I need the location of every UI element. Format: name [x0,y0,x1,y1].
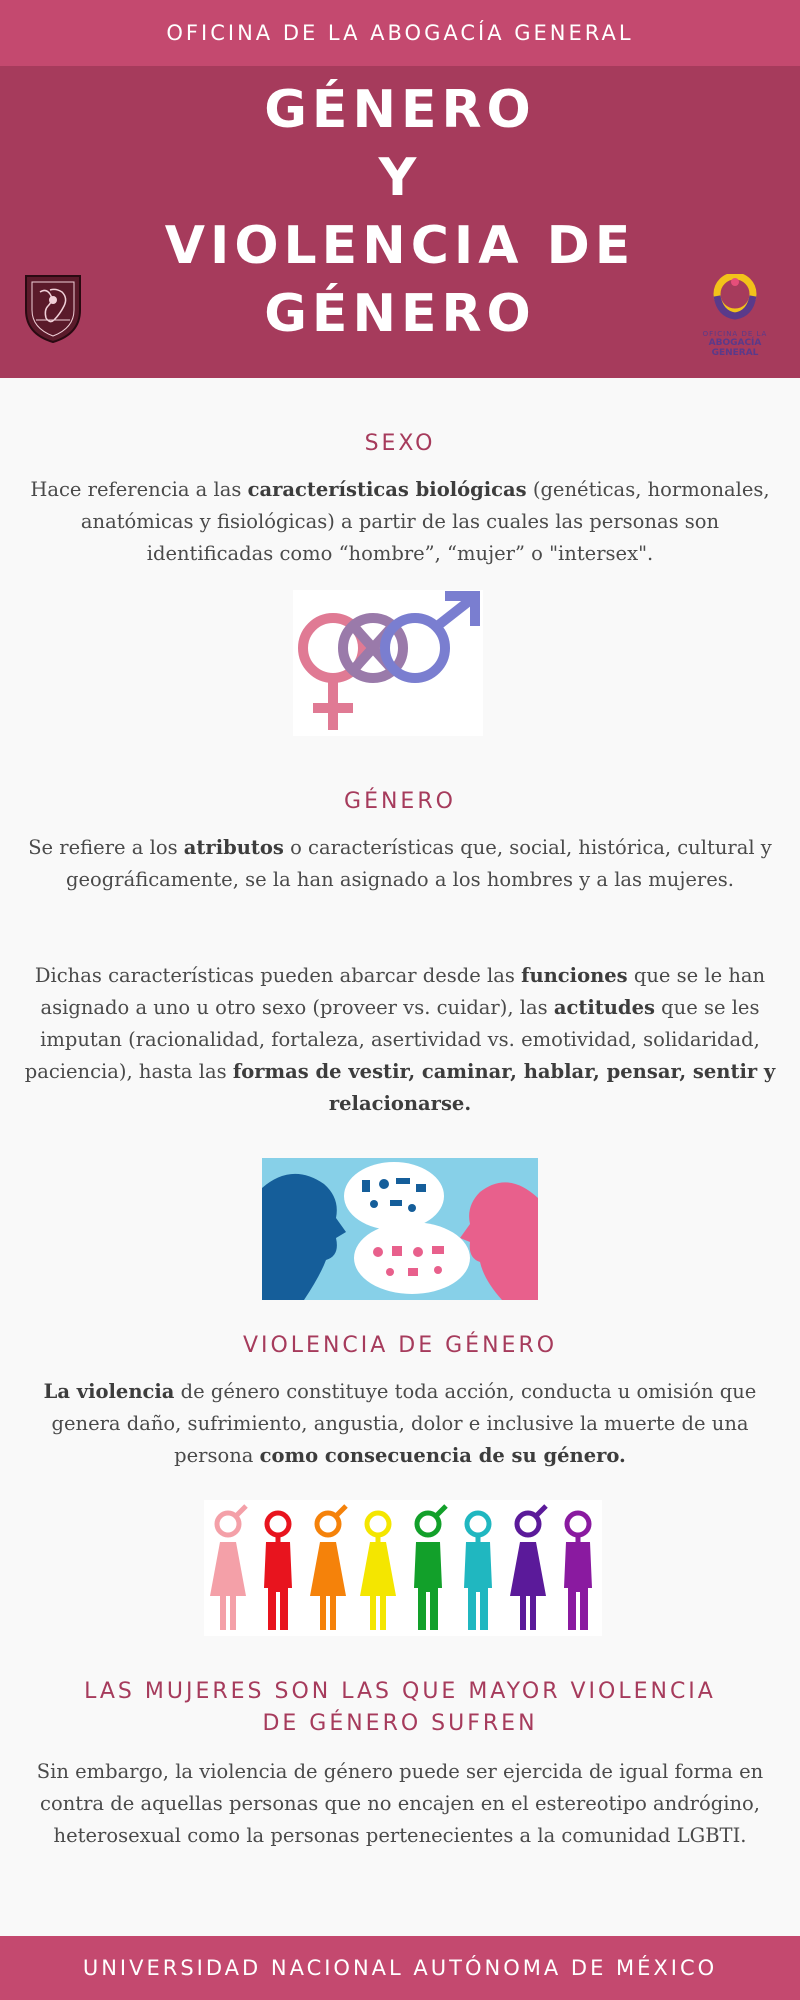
genero-text-2 [18,960,782,1120]
footer-banner [0,1936,800,2000]
section-title-sexo: SEXO [364,431,436,456]
title-line: VIOLENCIA DE [164,216,636,276]
text-run: Dichas características pueden abarcar desde las [34,964,522,987]
section-title-genero: GÉNERO [344,789,456,814]
section-title-mujeres [0,1676,800,1740]
text-run: de género constituye toda acción, conducta u omisión que genera daño, sufrimiento, angustia, dolor e inclusive la muerte de una persona [51,1380,757,1467]
logo-text-bottom: ABOGACÍA GENERAL [708,338,762,358]
text-run: que se le han asignado a uno u otro sexo (proveer vs. cuidar), las [40,964,766,1019]
text-run: que se les imputan (racionalidad, fortaleza, asertividad vs. emotividad, solidaridad, paciencia), hasta las [24,996,760,1083]
gender-figures-icon [204,1500,602,1636]
text-run: Se refiere a los [28,836,184,859]
title-line: LAS MUJERES SON LAS QUE MAYOR VIOLENCIA [84,1679,716,1704]
text-run-bold: actitudes [553,996,655,1019]
violencia-text [18,1376,782,1472]
university-name: UNIVERSIDAD NACIONAL AUTÓNOMA DE MÉXICO [82,1956,718,1980]
top-banner [0,0,800,66]
hero-banner [0,66,800,378]
logo-text-top: OFICINA DE LA [702,330,768,338]
title-line: GÉNERO [264,80,536,140]
text-run-bold: como consecuencia de su género. [259,1444,626,1467]
unam-seal-icon [20,270,86,344]
office-name: OFICINA DE LA ABOGACÍA GENERAL [166,21,634,45]
mujeres-text: Sin embargo, la violencia de género puede ser ejercida de igual forma en contra de aquellas personas que no encajen en el estereotipo andrógino, heterosexual como la personas pertenecientes a la comunidad LGBTI. [36,1760,764,1847]
text-run-bold: atributos [183,836,284,859]
text-run: Hace referencia a las [30,478,248,501]
text-run-bold: características biológicas [247,478,527,501]
section-title-violencia: VIOLENCIA DE GÉNERO [242,1333,558,1358]
title-line: DE GÉNERO SUFREN [262,1711,538,1736]
dialogue-silhouettes-icon [262,1158,538,1300]
page-title [100,76,700,348]
text-run: (genéticas, hormonales, anatómicas y fisiológicas) a partir de las cuales las personas son identificadas como “hombre”, “mujer” o "intersex". [80,478,770,565]
sexo-text [18,474,782,570]
title-line: GÉNERO [264,284,536,344]
text-run-bold: funciones [521,964,628,987]
gender-symbols-icon [293,590,483,736]
oag-logo-mark [684,274,786,326]
genero-text-1 [18,832,782,896]
text-run: o características que, social, histórica, cultural y geográficamente, se la han asignado a los hombres y a las mujeres. [66,836,772,891]
text-run-bold: formas de vestir, caminar, hablar, pensar, sentir y relacionarse. [232,1060,776,1115]
oag-logo-icon [684,274,786,358]
text-run-bold: La violencia [43,1380,175,1403]
title-line: Y [378,148,422,208]
